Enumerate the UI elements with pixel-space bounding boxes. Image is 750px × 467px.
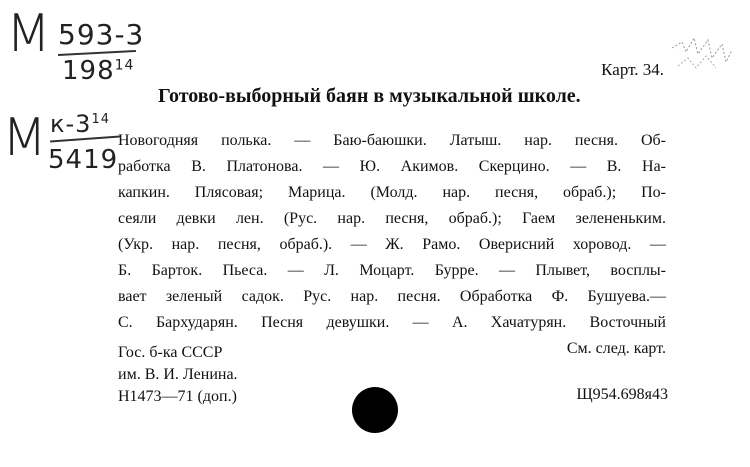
handwritten-code-fourth: 5419 <box>48 145 119 175</box>
body-line: капкин. Плясовая; Марица. (Молд. нар. песня, обраб.); По- <box>118 184 666 201</box>
body-line: сеяли девки лен. (Рус. нар. песня, обраб.); Гаем зелененьким. <box>118 210 666 227</box>
card-title: Готово-выборный баян в музыкальной школе. <box>158 85 581 107</box>
scribble-mark <box>668 28 734 78</box>
body-line: С. Бархударян. Песня девушки. — А. Хачатурян. Восточный <box>118 314 666 331</box>
library-imprint <box>118 342 238 408</box>
continuation-note: См. след. карт. <box>566 340 666 357</box>
catalog-code: Щ954.698я43 <box>576 386 668 403</box>
library-name-2: им. В. И. Ленина. <box>118 366 238 383</box>
handwritten-code-second: $198^{14}$ <box>62 56 135 86</box>
punch-hole <box>352 387 398 433</box>
body-line: вает зеленый садок. Рус. нар. песня. Обработка Ф. Бушуева.— <box>118 288 666 305</box>
handwritten-code-top: 593-3 <box>58 18 145 51</box>
handwritten-shelf-letter: М <box>6 4 52 64</box>
body-line: работка В. Платонова. — Ю. Акимов. Скерцино. — В. На- <box>118 158 666 175</box>
handwritten-code-third: $к-3^{14}$ <box>50 110 110 138</box>
card-number: Карт. 34. <box>601 60 664 79</box>
handwritten-shelf-letter-2: М <box>2 108 48 168</box>
body-line: (Укр. нар. песня, обраб.). — Ж. Рамо. Оверисний хоровод. — <box>118 236 666 253</box>
library-name: Гос. б-ка СССР <box>118 344 223 361</box>
body-line: Новогодняя полька. — Баю-баюшки. Латыш. нар. песня. Об- <box>118 132 666 149</box>
order-number: Н1473—71 (доп.) <box>118 388 237 405</box>
card-body <box>118 128 666 362</box>
body-line: Б. Барток. Пьеса. — Л. Моцарт. Бурре. — Плывет, восплы- <box>118 262 666 279</box>
